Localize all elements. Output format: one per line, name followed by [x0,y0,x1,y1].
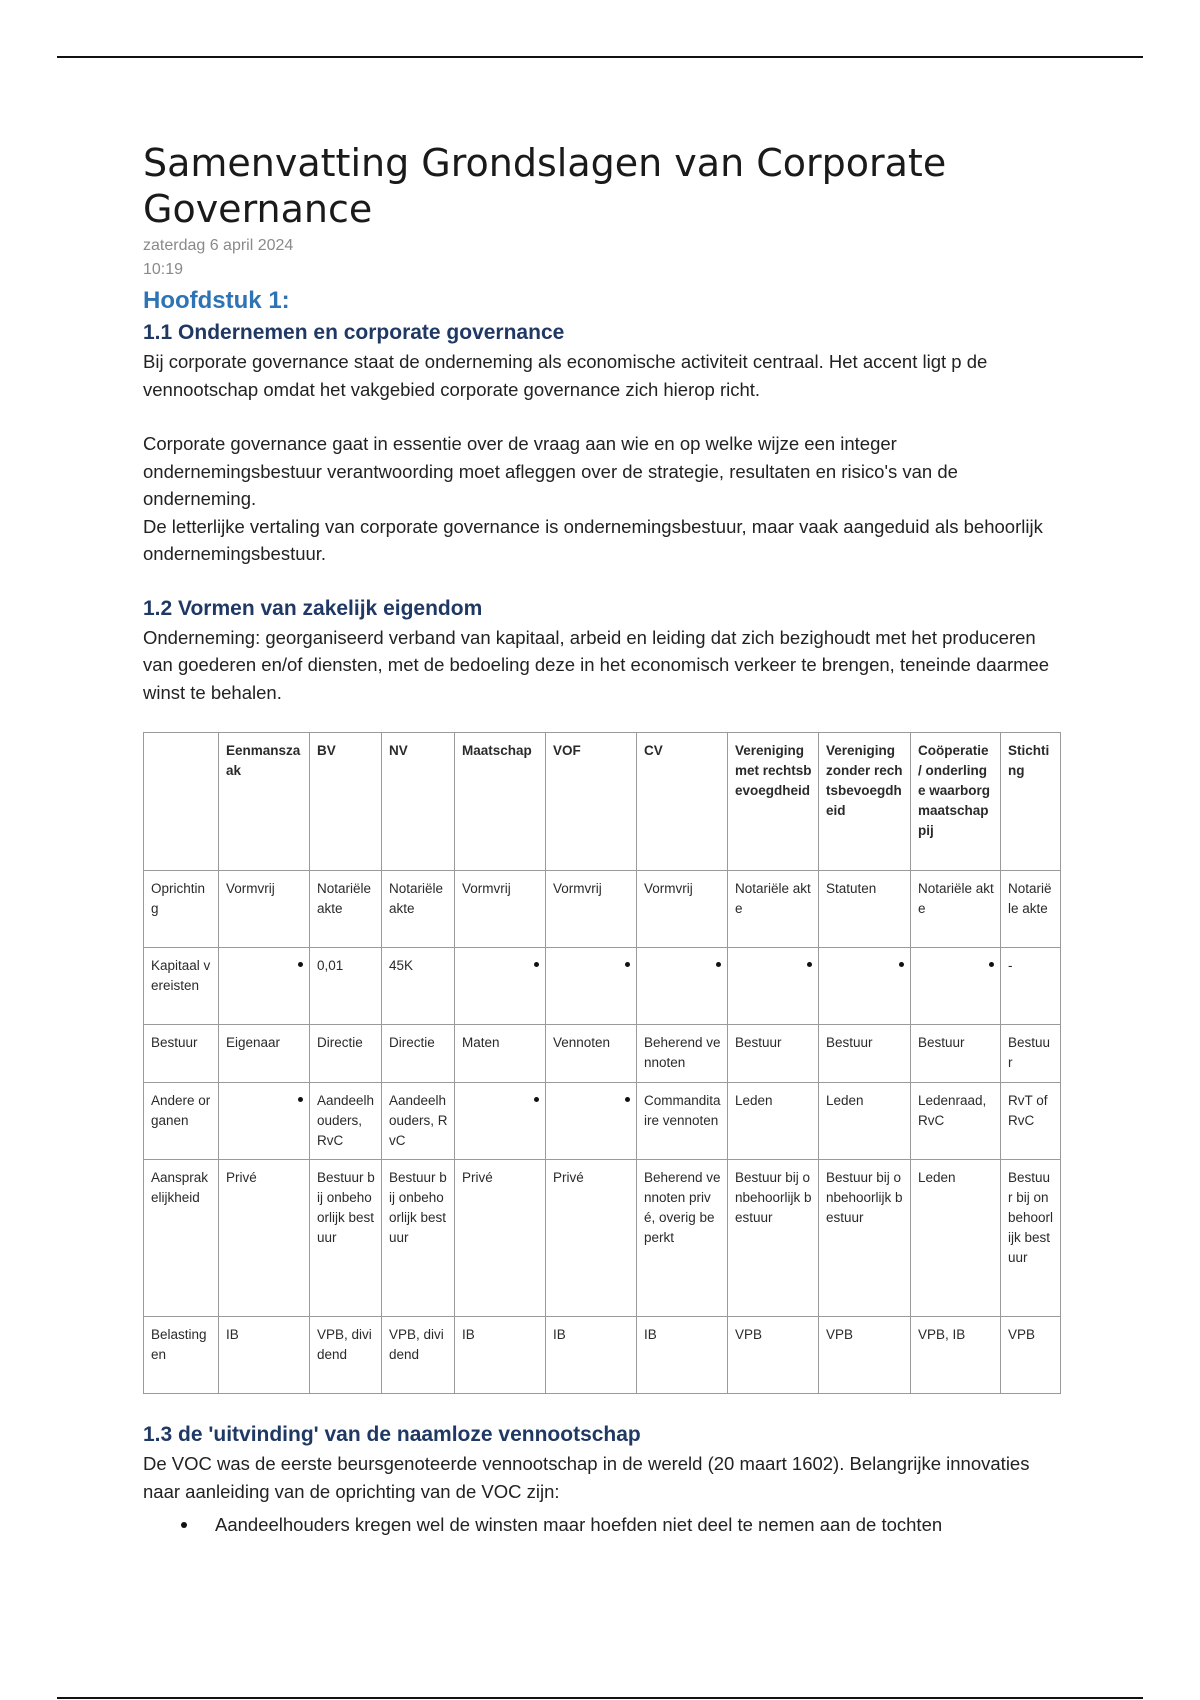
table-cell: Notariële akte [1001,871,1061,948]
table-cell: Leden [819,1083,911,1160]
table-cell: IB [637,1317,728,1394]
table-cell: 0,01 [310,948,382,1025]
bullet-dot-icon [625,962,630,967]
table-cell: Aandeelhouders, RvC [310,1083,382,1160]
note-time: 10:19 [143,261,184,278]
table-cell: Privé [455,1160,546,1317]
table-cell: Notariële akte [382,871,455,948]
bullet-dot-icon [807,962,812,967]
table-cell: Vormvrij [637,871,728,948]
bullet-dot-icon [989,962,994,967]
table-cell: Privé [546,1160,637,1317]
table-cell: Andere organen [144,1083,219,1160]
table-cell: VPB, dividend [310,1317,382,1394]
section-1-3-paragraph-1: De VOC was de eerste beursgenoteerde vennootschap in de wereld (20 maart 1602). Belangrijke innovaties naar aanleiding van de oprichting van de VOC zijn: [143,1453,1030,1502]
table-cell: VPB, IB [911,1317,1001,1394]
bullet-dot-icon [716,962,721,967]
table-header-cell: CV [637,733,728,871]
section-1-1-paragraph-3: De letterlijke vertaling van corporate governance is ondernemingsbestuur, maar vaak aangeduid als behoorlijk ondernemingsbestuur. [143,515,1043,564]
bullet-dot-icon [534,962,539,967]
table-cell [455,1083,546,1160]
table-cell: Directie [382,1025,455,1083]
table-header-cell [144,733,219,871]
table-header-row [144,733,1061,871]
table-cell: Beherend vennoten [637,1025,728,1083]
table-cell: Eigenaar [219,1025,310,1083]
table-cell: Beherend vennoten privé, overig beperkt [637,1160,728,1317]
table-cell [455,948,546,1025]
table-header-cell: Vereniging met rechtsbevoegdheid [728,733,819,871]
table-cell: Bestuur [728,1025,819,1083]
table-header-cell: Coöperatie / onderlinge waarborg maatschappij [911,733,1001,871]
table-cell: Aansprakelijkheid [144,1160,219,1317]
section-1-1-paragraph-1: Bij corporate governance staat de onderneming als economische activiteit centraal. Het accent ligt p de vennootschap omdat het vakgebied corporate governance zich hierop richt. [143,351,988,400]
table-cell [911,948,1001,1025]
section-1-2-heading: 1.2 Vormen van zakelijk eigendom [143,596,483,620]
table-cell [546,948,637,1025]
table-cell: - [1001,948,1061,1025]
business-forms-table [143,732,1061,1394]
table-cell: Commanditaire vennoten [637,1083,728,1160]
table-cell: Privé [219,1160,310,1317]
table-cell: Statuten [819,871,911,948]
chapter-heading: Hoofdstuk 1: [143,287,290,314]
table-row [144,948,1061,1025]
table-cell [637,948,728,1025]
table-cell: IB [546,1317,637,1394]
table-cell: Maten [455,1025,546,1083]
table-row [144,1160,1061,1317]
table-header-cell: VOF [546,733,637,871]
section-1-2-paragraph-1: Onderneming: georganiseerd verband van kapitaal, arbeid en leiding dat zich bezighoudt met het produceren van goederen en/of diensten, met de bedoeling deze in het economisch verkeer te brengen, teneinde daarmee winst te behalen. [143,626,1050,703]
table-header-cell: NV [382,733,455,871]
bottom-rule [57,1697,1143,1699]
table-cell: RvT of RvC [1001,1083,1061,1160]
innovations-list [143,1511,1063,1539]
section-1-1-heading: 1.1 Ondernemen en corporate governance [143,321,565,344]
document-page [143,140,1063,1539]
table-row [144,1025,1061,1083]
table-row [144,1317,1061,1394]
page-title: Samenvatting Grondslagen van Corporate Governance [143,141,947,231]
section-1-1-paragraph-2: Corporate governance gaat in essentie over de vraag aan wie en op welke wijze een integer ondernemingsbestuur verantwoording moet afleggen over de strategie, resultaten en risico's van de onderneming. [143,433,958,509]
table-cell [728,948,819,1025]
list-item [181,1511,1063,1539]
table-cell: Notariële akte [911,871,1001,948]
bullet-dot-icon [298,1097,303,1102]
table-cell: Bestuur bij onbehoorlijk bestuur [382,1160,455,1317]
table-cell: Leden [728,1083,819,1160]
table-cell: Bestuur [144,1025,219,1083]
table-cell: Oprichting [144,871,219,948]
table-row [144,871,1061,948]
table-cell [819,948,911,1025]
table-cell: Bestuur bij onbehoorlijk bestuur [310,1160,382,1317]
table-cell: Ledenraad, RvC [911,1083,1001,1160]
top-rule [57,56,1143,58]
table-cell: 45K [382,948,455,1025]
table-cell: VPB [1001,1317,1061,1394]
table-cell: IB [455,1317,546,1394]
table-cell: Bestuur [911,1025,1001,1083]
table-cell: Bestuur bij onbehoorlijk bestuur [819,1160,911,1317]
table-cell: VPB [728,1317,819,1394]
table-header-cell: Maatschap [455,733,546,871]
table-cell: Vormvrij [219,871,310,948]
list-item-text: Aandeelhouders kregen wel de winsten maar hoefden niet deel te nemen aan de tochten [215,1514,943,1535]
table-cell: Belastingen [144,1317,219,1394]
table-cell: Leden [911,1160,1001,1317]
table-cell: Notariële akte [310,871,382,948]
table-cell: Kapitaal vereisten [144,948,219,1025]
bullet-dot-icon [534,1097,539,1102]
table-cell: Aandeelhouders, RvC [382,1083,455,1160]
table-cell: Bestuur [819,1025,911,1083]
section-1-3-heading: 1.3 de 'uitvinding' van de naamloze vennootschap [143,1423,641,1446]
bullet-icon [181,1522,187,1528]
table-row [144,1083,1061,1160]
table-cell: VPB [819,1317,911,1394]
table-cell: Notariële akte [728,871,819,948]
table-cell [219,1083,310,1160]
table-header-cell: Vereniging zonder rechtsbevoegdheid [819,733,911,871]
table-cell: Vormvrij [455,871,546,948]
table-cell: IB [219,1317,310,1394]
table-cell: Vennoten [546,1025,637,1083]
table-header-cell: Stichting [1001,733,1061,871]
table-cell: Vormvrij [546,871,637,948]
bullet-dot-icon [899,962,904,967]
note-date: zaterdag 6 april 2024 [143,237,294,254]
table-header-cell: Eenmanszaak [219,733,310,871]
table-header-cell: BV [310,733,382,871]
table-cell: Bestuur bij onbehoorlijk bestuur [728,1160,819,1317]
table-cell: VPB, dividend [382,1317,455,1394]
table-cell [546,1083,637,1160]
table-cell: Bestuur bij onbehoorlijk bestuur [1001,1160,1061,1317]
table-cell: Directie [310,1025,382,1083]
bullet-dot-icon [298,962,303,967]
bullet-dot-icon [625,1097,630,1102]
table-cell [219,948,310,1025]
table-cell: Bestuur [1001,1025,1061,1083]
